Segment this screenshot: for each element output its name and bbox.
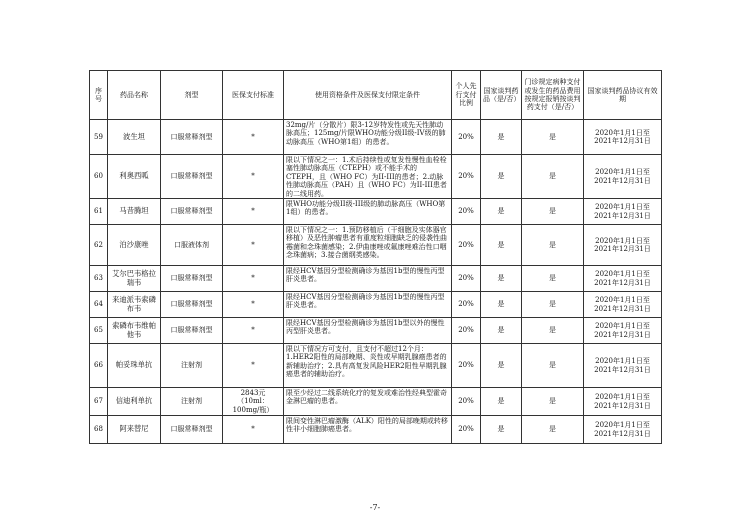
cell-drug-name: 索磷布韦维帕他韦 bbox=[108, 318, 161, 344]
cell-condition: 限间变性淋巴瘤激酶（ALK）阳性的局部晚期或转移性非小细胞肺癌患者。 bbox=[284, 416, 452, 444]
validity-start: 2020年1月1日至 bbox=[595, 270, 650, 279]
price-spec: （10ml：100mg/瓶） bbox=[232, 397, 274, 414]
cell-price: * bbox=[223, 155, 284, 199]
header-no: 序号 bbox=[90, 71, 108, 120]
cell-negotiated: 是 bbox=[481, 266, 522, 292]
header-name: 药品名称 bbox=[108, 71, 161, 120]
validity-start: 2020年1月1日至 bbox=[595, 296, 650, 305]
validity-end: 2021年12月31日 bbox=[594, 137, 651, 145]
validity-end: 2021年12月31日 bbox=[594, 211, 651, 220]
cell-outpatient: 是 bbox=[522, 344, 584, 388]
cell-negotiated: 是 bbox=[481, 388, 522, 416]
cell-no: 62 bbox=[90, 225, 108, 266]
cell-price: * bbox=[223, 292, 284, 318]
validity-start: 2020年1月1日至 bbox=[595, 128, 650, 137]
cell-ratio: 20% bbox=[452, 318, 481, 344]
cell-outpatient: 是 bbox=[522, 225, 584, 266]
cell-ratio: 20% bbox=[452, 292, 481, 318]
table-row bbox=[90, 416, 662, 444]
header-validity: 国家谈判药品协议有效期 bbox=[584, 71, 662, 120]
cell-no: 66 bbox=[90, 344, 108, 388]
cell-condition: 限经HCV基因分型检测确诊为基因1b型以外的慢性丙型肝炎患者。 bbox=[284, 318, 452, 344]
cell-outpatient: 是 bbox=[522, 388, 584, 416]
cell-negotiated: 是 bbox=[481, 318, 522, 344]
cell-dosage-form: 口服常释剂型 bbox=[161, 292, 223, 318]
validity-end: 2021年12月31日 bbox=[594, 429, 651, 438]
cell-condition: 限WHO功能分级II级-III级的肺动脉高压（WHO第1组）的患者。 bbox=[284, 199, 452, 225]
cell-price: * bbox=[223, 318, 284, 344]
cell-validity bbox=[584, 292, 662, 318]
cell-no: 64 bbox=[90, 292, 108, 318]
validity-start: 2020年1月1日至 bbox=[595, 322, 650, 331]
cell-ratio: 20% bbox=[452, 225, 481, 266]
cell-ratio: 20% bbox=[452, 344, 481, 388]
cell-price: * bbox=[223, 199, 284, 225]
cell-condition: 限经HCV基因分型检测确诊为基因1b型的慢性丙型肝炎患者。 bbox=[284, 292, 452, 318]
cell-dosage-form: 注射剂 bbox=[161, 344, 223, 388]
cell-validity bbox=[584, 225, 662, 266]
validity-end: 2021年12月31日 bbox=[594, 330, 651, 339]
cell-no: 63 bbox=[90, 266, 108, 292]
header-row bbox=[90, 71, 662, 120]
cell-price: * bbox=[223, 120, 284, 155]
cell-outpatient: 是 bbox=[522, 292, 584, 318]
table-row bbox=[90, 266, 662, 292]
validity-end: 2021年12月31日 bbox=[594, 245, 651, 254]
cell-no: 65 bbox=[90, 318, 108, 344]
cell-drug-name: 信迪利单抗 bbox=[108, 388, 161, 416]
cell-condition: 限经HCV基因分型检测确诊为基因1b型的慢性丙型肝炎患者。 bbox=[284, 266, 452, 292]
validity-start: 2020年1月1日至 bbox=[595, 393, 650, 402]
cell-negotiated: 是 bbox=[481, 155, 522, 199]
cell-no: 67 bbox=[90, 388, 108, 416]
header-outpatient: 门诊规定病种支付或发生的药品费用按规定报销按谈判药支付（是/否） bbox=[522, 71, 584, 120]
table-row bbox=[90, 292, 662, 318]
validity-start: 2020年1月1日至 bbox=[595, 236, 650, 245]
cell-negotiated: 是 bbox=[481, 416, 522, 444]
cell-condition: 限至少经过二线系统化疗的复发或难治性经典型霍奇金淋巴瘤的患者。 bbox=[284, 388, 452, 416]
validity-end: 2021年12月31日 bbox=[594, 304, 651, 313]
cell-ratio: 20% bbox=[452, 388, 481, 416]
cell-condition: 限以下情况方可支付，且支付不超过12个月：1.HER2阳性的局部晚期、炎性或早期乳腺癌患者的新辅助治疗；2.具有高复发风险HER2阳性早期乳腺癌患者的辅助治疗。 bbox=[284, 344, 452, 388]
cell-validity bbox=[584, 344, 662, 388]
cell-validity bbox=[584, 120, 662, 155]
table-body bbox=[90, 120, 662, 444]
cell-negotiated: 是 bbox=[481, 225, 522, 266]
validity-start: 2020年1月1日至 bbox=[595, 168, 650, 177]
table-row bbox=[90, 120, 662, 155]
cell-condition: 32mg/片（分散片）限3-12岁特发性或先天性肺动脉高压；125mg/片限WHO功能分级II级-IV级的肺动脉高压（WHO第1组）的患者。 bbox=[284, 120, 452, 155]
cell-drug-name: 波生坦 bbox=[108, 120, 161, 155]
header-form: 剂型 bbox=[161, 71, 223, 120]
validity-end: 2021年12月31日 bbox=[594, 365, 651, 374]
page-number: -7- bbox=[369, 503, 381, 512]
header-ratio: 个人先行支付比例 bbox=[452, 71, 481, 120]
cell-no: 59 bbox=[90, 120, 108, 155]
cell-dosage-form: 口服常释剂型 bbox=[161, 120, 223, 155]
cell-drug-name: 利奥西呱 bbox=[108, 155, 161, 199]
cell-negotiated: 是 bbox=[481, 344, 522, 388]
header-condition: 使用资格条件及医保支付限定条件 bbox=[284, 71, 452, 120]
header-negotiated: 国家谈判药品（是/否） bbox=[481, 71, 522, 120]
cell-dosage-form: 口服常释剂型 bbox=[161, 318, 223, 344]
cell-outpatient: 是 bbox=[522, 416, 584, 444]
cell-no: 68 bbox=[90, 416, 108, 444]
cell-price: * bbox=[223, 344, 284, 388]
validity-start: 2020年1月1日至 bbox=[595, 357, 650, 366]
table-row bbox=[90, 388, 662, 416]
table-row bbox=[90, 225, 662, 266]
cell-outpatient: 是 bbox=[522, 318, 584, 344]
cell-outpatient: 是 bbox=[522, 266, 584, 292]
cell-price: * bbox=[223, 416, 284, 444]
header-price: 医保支付标准 bbox=[223, 71, 284, 120]
cell-price: * bbox=[223, 266, 284, 292]
cell-validity bbox=[584, 318, 662, 344]
cell-ratio: 20% bbox=[452, 266, 481, 292]
cell-drug-name: 马昔腾坦 bbox=[108, 199, 161, 225]
cell-no: 60 bbox=[90, 155, 108, 199]
cell-validity bbox=[584, 416, 662, 444]
cell-outpatient: 是 bbox=[522, 155, 584, 199]
table-row bbox=[90, 318, 662, 344]
cell-drug-name: 帕妥珠单抗 bbox=[108, 344, 161, 388]
cell-ratio: 20% bbox=[452, 155, 481, 199]
cell-dosage-form: 口服液体剂 bbox=[161, 225, 223, 266]
cell-negotiated: 是 bbox=[481, 292, 522, 318]
cell-drug-name: 艾尔巴韦格拉瑞韦 bbox=[108, 266, 161, 292]
cell-outpatient: 是 bbox=[522, 120, 584, 155]
cell-drug-name: 阿来替尼 bbox=[108, 416, 161, 444]
validity-end: 2021年12月31日 bbox=[594, 176, 651, 185]
cell-condition: 限以下情况之一：1.术后持续性或复发性慢性血栓栓塞性肺动脉高压（CTEPH）或不能手术的CTEPH，且（WHO FC）为II-III的患者；2.动脉性肺动脉高压（PAH）且（WHO FC）为II-III患者的二线用药。 bbox=[284, 155, 452, 199]
cell-dosage-form: 口服常释剂型 bbox=[161, 416, 223, 444]
cell-validity bbox=[584, 266, 662, 292]
cell-outpatient: 是 bbox=[522, 199, 584, 225]
price-amount: 2843元 bbox=[240, 388, 266, 397]
cell-ratio: 20% bbox=[452, 120, 481, 155]
cell-ratio: 20% bbox=[452, 416, 481, 444]
cell-ratio: 20% bbox=[452, 199, 481, 225]
cell-price bbox=[223, 388, 284, 416]
cell-validity bbox=[584, 199, 662, 225]
validity-end: 2021年12月31日 bbox=[594, 278, 651, 287]
validity-end: 2021年12月31日 bbox=[594, 401, 651, 410]
cell-validity bbox=[584, 155, 662, 199]
cell-price: * bbox=[223, 225, 284, 266]
cell-negotiated: 是 bbox=[481, 199, 522, 225]
validity-start: 2020年1月1日至 bbox=[595, 203, 650, 212]
table-row bbox=[90, 344, 662, 388]
table-row bbox=[90, 155, 662, 199]
cell-negotiated: 是 bbox=[481, 120, 522, 155]
validity-start: 2020年1月1日至 bbox=[595, 421, 650, 430]
cell-no: 61 bbox=[90, 199, 108, 225]
cell-drug-name: 来迪派韦索磷布韦 bbox=[108, 292, 161, 318]
cell-dosage-form: 口服常释剂型 bbox=[161, 266, 223, 292]
cell-condition: 限以下情况之一：1.预防移植后（干细胞及实体器官移植）及恶性肿瘤患者有重度粒细胞缺乏的侵袭性曲霉菌和念珠菌感染；2.伊曲康唑或氟康唑难治性口咽念珠菌病；3.接合菌纲类感染。 bbox=[284, 225, 452, 266]
table-row bbox=[90, 199, 662, 225]
cell-validity bbox=[584, 388, 662, 416]
cell-dosage-form: 口服常释剂型 bbox=[161, 155, 223, 199]
drug-table bbox=[89, 70, 662, 444]
cell-drug-name: 泊沙康唑 bbox=[108, 225, 161, 266]
cell-dosage-form: 口服常释剂型 bbox=[161, 199, 223, 225]
cell-dosage-form: 注射剂 bbox=[161, 388, 223, 416]
